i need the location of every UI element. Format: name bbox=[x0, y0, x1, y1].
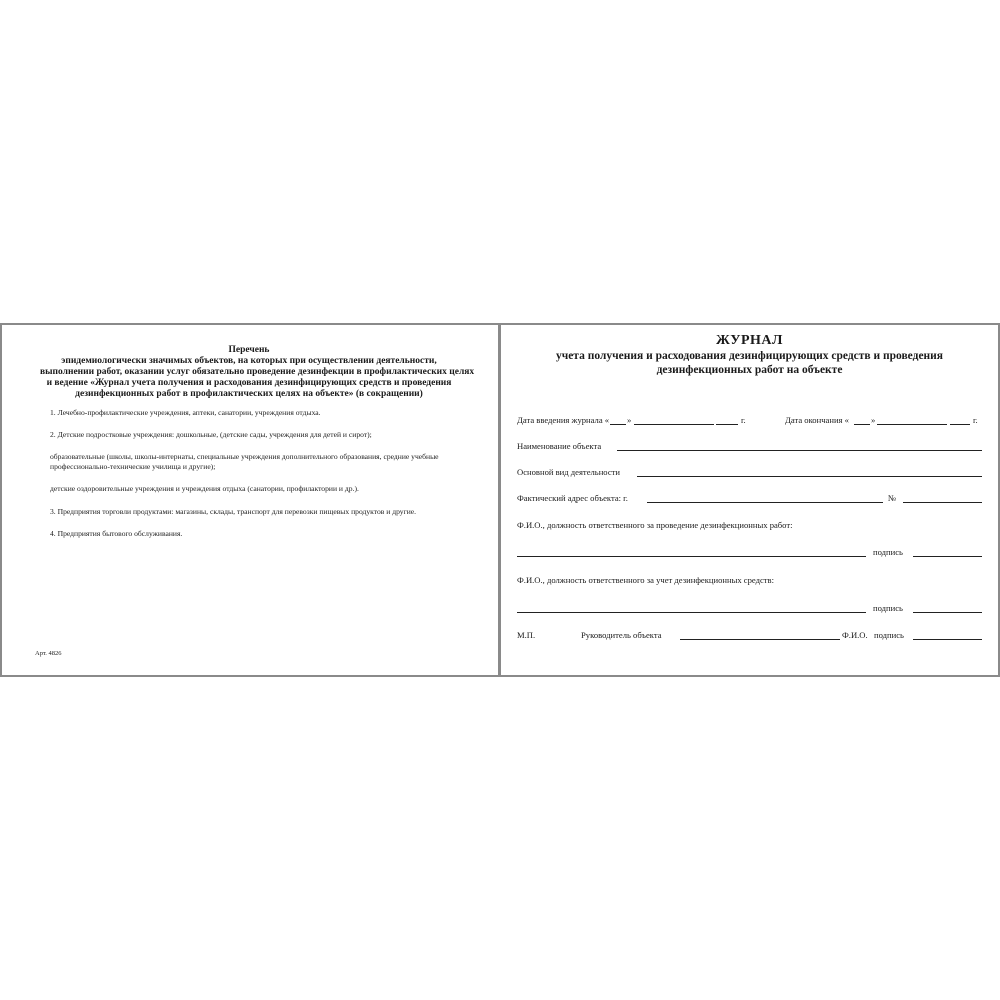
journal-subtitle-line: учета получения и расходования дезинфицирующих средств и проведения bbox=[555, 350, 944, 362]
resp-disinfection-field[interactable] bbox=[517, 556, 866, 557]
signature-field[interactable] bbox=[913, 556, 982, 557]
date-start-year-field[interactable] bbox=[716, 424, 738, 425]
date-start-month-field[interactable] bbox=[634, 424, 714, 425]
signature-field[interactable] bbox=[913, 612, 982, 613]
journal-subtitle-line: дезинфекционных работ на объекте bbox=[656, 364, 843, 376]
list-item: 1. Лечебно-профилактические учреждения, аптеки, санатории, учреждения отдыха. bbox=[50, 408, 321, 417]
list-title-line: выполнении работ, оказании услуг обязательно проведение дезинфекции в профилактических целях bbox=[40, 367, 475, 377]
resp-accounting-label: Ф.И.О., должность ответственного за учет дезинфекционных средств: bbox=[517, 575, 774, 585]
signature-label: подпись bbox=[873, 603, 903, 613]
head-label: Руководитель объекта bbox=[581, 630, 662, 640]
address-field[interactable] bbox=[647, 502, 883, 503]
date-start-label: Дата введения журнала « bbox=[517, 415, 610, 425]
list-item: образовательные (школы, школы-интернаты, специальные учреждения дополнительного образования, средние учебные профессионально-технические училища и другие); bbox=[50, 452, 439, 471]
resp-disinfection-row bbox=[517, 518, 982, 530]
date-start-close: » bbox=[627, 415, 632, 425]
number-field[interactable] bbox=[903, 502, 982, 503]
date-end-day-field[interactable] bbox=[854, 424, 870, 425]
list-item: 2. Детские подростковые учреждения: дошкольные, (детские сады, учреждения для детей и сирот); bbox=[50, 430, 372, 439]
date-end-close: » bbox=[871, 415, 876, 425]
list-item: 4. Предприятия бытового обслуживания. bbox=[50, 529, 183, 538]
object-name-row bbox=[517, 439, 982, 451]
resp-disinfection-sign-row bbox=[517, 545, 982, 557]
list-item: детские оздоровительные учреждения и учреждения отдыха (санатории, профилактории и др.). bbox=[50, 484, 359, 493]
journal-title: ЖУРНАЛ bbox=[716, 333, 783, 348]
left-page bbox=[2, 325, 498, 675]
head-signature-label: подпись bbox=[874, 630, 904, 640]
stamp-label: М.П. bbox=[517, 630, 536, 640]
resp-disinfection-label: Ф.И.О., должность ответственного за проведение дезинфекционных работ: bbox=[517, 520, 793, 530]
signature-label: подпись bbox=[873, 547, 903, 557]
resp-accounting-field[interactable] bbox=[517, 612, 866, 613]
address-label: Фактический адрес объекта: г. bbox=[517, 493, 628, 503]
activity-field[interactable] bbox=[637, 476, 982, 477]
list-title-line: эпидемиологически значимых объектов, на которых при осуществлении деятельности, bbox=[61, 356, 437, 366]
activity-row bbox=[517, 465, 982, 477]
date-end-month-field[interactable] bbox=[877, 424, 947, 425]
head-signature-field[interactable] bbox=[913, 639, 982, 640]
activity-label: Основной вид деятельности bbox=[517, 467, 620, 477]
resp-accounting-row bbox=[517, 573, 982, 585]
date-end-year-field[interactable] bbox=[950, 424, 970, 425]
document-spread bbox=[0, 323, 1000, 677]
address-row bbox=[517, 491, 982, 503]
right-page bbox=[501, 325, 998, 675]
dates-row bbox=[517, 413, 982, 425]
list-title bbox=[40, 345, 475, 400]
list-title-line: Перечень bbox=[228, 345, 270, 355]
list-title-line: и ведение «Журнал учета получения и расходования дезинфицирующих средств и проведения bbox=[46, 378, 452, 388]
object-name-label: Наименование объекта bbox=[517, 441, 602, 451]
date-end-label: Дата окончания « bbox=[785, 415, 849, 425]
article-number: Арт. 4826 bbox=[35, 650, 62, 657]
fio-label: Ф.И.О. bbox=[842, 630, 868, 640]
date-start-day-field[interactable] bbox=[610, 424, 626, 425]
resp-accounting-sign-row bbox=[517, 601, 982, 613]
number-label: № bbox=[888, 493, 897, 503]
year-suffix: г. bbox=[741, 415, 746, 425]
head-field[interactable] bbox=[680, 639, 840, 640]
journal-title-block bbox=[517, 333, 982, 377]
object-name-field[interactable] bbox=[617, 450, 982, 451]
list-title-line: дезинфекционных работ в профилактических целях на объекте» (в сокращении) bbox=[75, 389, 423, 399]
year-suffix: г. bbox=[973, 415, 978, 425]
list-item: 3. Предприятия торговли продуктами: магазины, склады, транспорт для перевозки пищевых продуктов и другие. bbox=[50, 507, 417, 516]
head-row bbox=[517, 628, 982, 640]
